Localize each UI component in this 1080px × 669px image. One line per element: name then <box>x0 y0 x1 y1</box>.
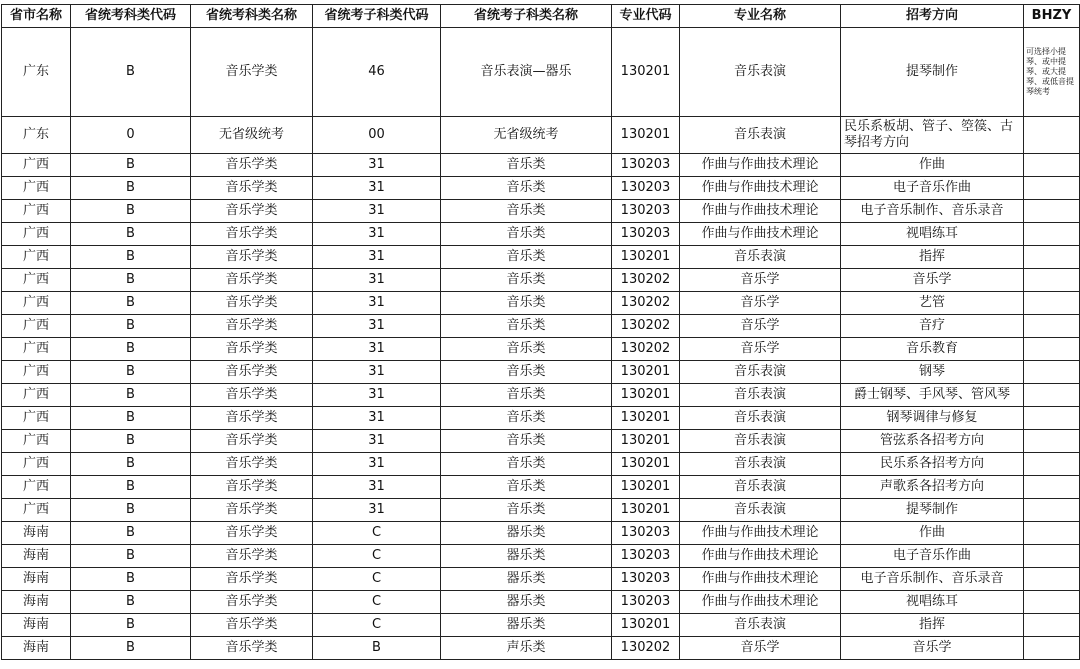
cell-bhzy <box>1024 177 1080 200</box>
cell-direction: 电子音乐作曲 <box>841 177 1024 200</box>
cell-sub-name: 音乐类 <box>441 223 612 246</box>
cell-sub-name: 音乐类 <box>441 499 612 522</box>
cell-subject-code: B <box>71 246 191 269</box>
cell-sub-code: B <box>313 637 441 660</box>
cell-major-code: 130203 <box>612 154 680 177</box>
cell-subject-name: 音乐学类 <box>191 269 313 292</box>
cell-direction: 作曲 <box>841 522 1024 545</box>
cell-sub-name: 音乐类 <box>441 292 612 315</box>
cell-province: 广西 <box>2 315 71 338</box>
cell-major-code: 130201 <box>612 614 680 637</box>
cell-major-name: 音乐表演 <box>680 384 841 407</box>
cell-sub-name: 音乐表演—器乐 <box>441 28 612 117</box>
cell-sub-name: 音乐类 <box>441 246 612 269</box>
cell-bhzy <box>1024 246 1080 269</box>
cell-subject-name: 音乐学类 <box>191 476 313 499</box>
cell-sub-code: 31 <box>313 499 441 522</box>
cell-direction: 民乐系各招考方向 <box>841 453 1024 476</box>
cell-subject-code: 0 <box>71 117 191 154</box>
cell-province: 广西 <box>2 384 71 407</box>
cell-province: 广西 <box>2 223 71 246</box>
header-major-code: 专业代码 <box>612 5 680 28</box>
cell-sub-code: 31 <box>313 453 441 476</box>
table-row <box>2 361 1080 384</box>
header-sub-name: 省统考子科类名称 <box>441 5 612 28</box>
cell-subject-code: B <box>71 545 191 568</box>
cell-subject-code: B <box>71 292 191 315</box>
cell-major-code: 130201 <box>612 430 680 453</box>
table-row <box>2 614 1080 637</box>
table-row <box>2 269 1080 292</box>
cell-sub-code: 31 <box>313 361 441 384</box>
cell-major-code: 130203 <box>612 591 680 614</box>
cell-province: 广西 <box>2 246 71 269</box>
cell-direction: 电子音乐制作、音乐录音 <box>841 200 1024 223</box>
cell-major-name: 作曲与作曲技术理论 <box>680 568 841 591</box>
cell-bhzy <box>1024 154 1080 177</box>
cell-direction: 指挥 <box>841 246 1024 269</box>
cell-direction: 电子音乐作曲 <box>841 545 1024 568</box>
cell-direction: 作曲 <box>841 154 1024 177</box>
header-sub-code: 省统考子科类代码 <box>313 5 441 28</box>
cell-bhzy <box>1024 499 1080 522</box>
cell-sub-name: 音乐类 <box>441 361 612 384</box>
cell-subject-code: B <box>71 177 191 200</box>
cell-province: 广西 <box>2 177 71 200</box>
cell-major-name: 音乐表演 <box>680 117 841 154</box>
cell-bhzy <box>1024 407 1080 430</box>
cell-subject-name: 音乐学类 <box>191 315 313 338</box>
table-row <box>2 292 1080 315</box>
table-row <box>2 338 1080 361</box>
table-row <box>2 154 1080 177</box>
cell-bhzy <box>1024 223 1080 246</box>
cell-sub-name: 器乐类 <box>441 568 612 591</box>
cell-province: 海南 <box>2 568 71 591</box>
cell-sub-code: C <box>313 614 441 637</box>
cell-province: 海南 <box>2 637 71 660</box>
cell-province: 广西 <box>2 499 71 522</box>
header-subject-code: 省统考科类代码 <box>71 5 191 28</box>
cell-sub-code: 00 <box>313 117 441 154</box>
cell-bhzy <box>1024 545 1080 568</box>
cell-major-name: 作曲与作曲技术理论 <box>680 154 841 177</box>
cell-subject-code: B <box>71 522 191 545</box>
cell-subject-code: B <box>71 637 191 660</box>
table-row <box>2 568 1080 591</box>
cell-bhzy <box>1024 591 1080 614</box>
cell-sub-name: 音乐类 <box>441 315 612 338</box>
cell-subject-name: 音乐学类 <box>191 177 313 200</box>
table-row <box>2 117 1080 154</box>
cell-sub-name: 音乐类 <box>441 384 612 407</box>
cell-subject-name: 音乐学类 <box>191 384 313 407</box>
cell-sub-name: 器乐类 <box>441 591 612 614</box>
cell-major-name: 音乐表演 <box>680 476 841 499</box>
cell-province: 海南 <box>2 614 71 637</box>
cell-subject-name: 音乐学类 <box>191 154 313 177</box>
cell-bhzy <box>1024 614 1080 637</box>
cell-subject-name: 无省级统考 <box>191 117 313 154</box>
cell-subject-name: 音乐学类 <box>191 430 313 453</box>
cell-direction: 音乐学 <box>841 637 1024 660</box>
table-row <box>2 522 1080 545</box>
table-row <box>2 246 1080 269</box>
cell-province: 广西 <box>2 430 71 453</box>
cell-subject-name: 音乐学类 <box>191 522 313 545</box>
cell-sub-code: 31 <box>313 269 441 292</box>
cell-subject-code: B <box>71 384 191 407</box>
table-row <box>2 430 1080 453</box>
header-province: 省市名称 <box>2 5 71 28</box>
cell-province: 广西 <box>2 453 71 476</box>
cell-subject-code: B <box>71 591 191 614</box>
cell-sub-code: 31 <box>313 315 441 338</box>
cell-subject-code: B <box>71 154 191 177</box>
cell-direction: 视唱练耳 <box>841 223 1024 246</box>
cell-province: 广西 <box>2 476 71 499</box>
cell-direction: 提琴制作 <box>841 28 1024 117</box>
cell-subject-name: 音乐学类 <box>191 637 313 660</box>
cell-sub-code: C <box>313 522 441 545</box>
cell-major-code: 130201 <box>612 246 680 269</box>
cell-province: 海南 <box>2 522 71 545</box>
cell-subject-name: 音乐学类 <box>191 292 313 315</box>
header-subject-name: 省统考科类名称 <box>191 5 313 28</box>
cell-province: 广西 <box>2 338 71 361</box>
cell-province: 海南 <box>2 591 71 614</box>
cell-subject-code: B <box>71 315 191 338</box>
cell-direction: 电子音乐制作、音乐录音 <box>841 568 1024 591</box>
cell-major-code: 130203 <box>612 545 680 568</box>
cell-major-code: 130201 <box>612 28 680 117</box>
header-bhzy: BHZY <box>1024 5 1080 28</box>
cell-sub-name: 无省级统考 <box>441 117 612 154</box>
cell-major-name: 音乐表演 <box>680 430 841 453</box>
cell-bhzy <box>1024 200 1080 223</box>
cell-major-name: 作曲与作曲技术理论 <box>680 200 841 223</box>
cell-subject-code: B <box>71 407 191 430</box>
table-row <box>2 200 1080 223</box>
cell-major-code: 130203 <box>612 522 680 545</box>
cell-subject-code: B <box>71 200 191 223</box>
cell-major-name: 音乐学 <box>680 637 841 660</box>
cell-major-code: 130202 <box>612 292 680 315</box>
cell-bhzy <box>1024 269 1080 292</box>
cell-major-name: 音乐学 <box>680 269 841 292</box>
table-row <box>2 453 1080 476</box>
cell-province: 海南 <box>2 545 71 568</box>
cell-subject-name: 音乐学类 <box>191 338 313 361</box>
cell-sub-code: 31 <box>313 200 441 223</box>
cell-province: 广西 <box>2 154 71 177</box>
cell-subject-name: 音乐学类 <box>191 591 313 614</box>
cell-sub-code: 31 <box>313 154 441 177</box>
cell-major-code: 130201 <box>612 499 680 522</box>
cell-province: 广西 <box>2 269 71 292</box>
cell-subject-code: B <box>71 476 191 499</box>
table-row <box>2 637 1080 660</box>
cell-direction: 音乐学 <box>841 269 1024 292</box>
header-direction: 招考方向 <box>841 5 1024 28</box>
cell-major-code: 130201 <box>612 361 680 384</box>
cell-direction: 提琴制作 <box>841 499 1024 522</box>
cell-sub-code: 31 <box>313 246 441 269</box>
cell-subject-code: B <box>71 338 191 361</box>
cell-bhzy <box>1024 361 1080 384</box>
cell-major-name: 作曲与作曲技术理论 <box>680 591 841 614</box>
cell-sub-name: 器乐类 <box>441 614 612 637</box>
cell-bhzy <box>1024 384 1080 407</box>
cell-major-name: 音乐表演 <box>680 407 841 430</box>
cell-subject-code: B <box>71 269 191 292</box>
cell-major-code: 130201 <box>612 453 680 476</box>
admissions-table <box>1 4 1080 660</box>
cell-major-code: 130202 <box>612 269 680 292</box>
cell-sub-code: C <box>313 545 441 568</box>
cell-sub-name: 音乐类 <box>441 476 612 499</box>
cell-sub-name: 音乐类 <box>441 177 612 200</box>
cell-sub-name: 音乐类 <box>441 200 612 223</box>
table-row <box>2 315 1080 338</box>
cell-bhzy <box>1024 637 1080 660</box>
cell-major-code: 130201 <box>612 407 680 430</box>
cell-major-code: 130203 <box>612 177 680 200</box>
cell-major-name: 作曲与作曲技术理论 <box>680 177 841 200</box>
cell-sub-name: 音乐类 <box>441 407 612 430</box>
cell-subject-name: 音乐学类 <box>191 499 313 522</box>
cell-major-name: 音乐表演 <box>680 246 841 269</box>
cell-direction: 声歌系各招考方向 <box>841 476 1024 499</box>
cell-direction: 民乐系板胡、管子、箜篌、古琴招考方向 <box>841 117 1024 154</box>
cell-subject-code: B <box>71 430 191 453</box>
cell-direction: 视唱练耳 <box>841 591 1024 614</box>
cell-major-code: 130202 <box>612 637 680 660</box>
table-body <box>2 28 1080 660</box>
cell-sub-code: 31 <box>313 223 441 246</box>
cell-bhzy <box>1024 522 1080 545</box>
cell-province: 广东 <box>2 117 71 154</box>
cell-major-name: 音乐表演 <box>680 361 841 384</box>
cell-major-name: 作曲与作曲技术理论 <box>680 545 841 568</box>
cell-subject-code: B <box>71 453 191 476</box>
cell-sub-code: 31 <box>313 407 441 430</box>
cell-sub-code: C <box>313 591 441 614</box>
header-major-name: 专业名称 <box>680 5 841 28</box>
cell-province: 广东 <box>2 28 71 117</box>
cell-sub-name: 声乐类 <box>441 637 612 660</box>
cell-major-name: 作曲与作曲技术理论 <box>680 223 841 246</box>
cell-sub-code: 46 <box>313 28 441 117</box>
cell-subject-name: 音乐学类 <box>191 568 313 591</box>
table-row <box>2 476 1080 499</box>
cell-sub-code: C <box>313 568 441 591</box>
table-row <box>2 384 1080 407</box>
cell-sub-code: 31 <box>313 476 441 499</box>
cell-major-name: 作曲与作曲技术理论 <box>680 522 841 545</box>
cell-direction: 管弦系各招考方向 <box>841 430 1024 453</box>
cell-direction: 指挥 <box>841 614 1024 637</box>
table-row <box>2 223 1080 246</box>
table-row <box>2 545 1080 568</box>
cell-bhzy <box>1024 292 1080 315</box>
table-row <box>2 177 1080 200</box>
header-row <box>2 5 1080 28</box>
cell-subject-name: 音乐学类 <box>191 453 313 476</box>
cell-subject-name: 音乐学类 <box>191 28 313 117</box>
cell-major-code: 130201 <box>612 476 680 499</box>
cell-major-code: 130203 <box>612 200 680 223</box>
cell-sub-code: 31 <box>313 430 441 453</box>
table-row <box>2 407 1080 430</box>
cell-major-name: 音乐表演 <box>680 614 841 637</box>
cell-sub-code: 31 <box>313 338 441 361</box>
cell-major-name: 音乐学 <box>680 315 841 338</box>
cell-direction: 艺管 <box>841 292 1024 315</box>
table-row <box>2 591 1080 614</box>
cell-bhzy <box>1024 430 1080 453</box>
cell-subject-code: B <box>71 568 191 591</box>
cell-major-code: 130201 <box>612 117 680 154</box>
cell-sub-name: 音乐类 <box>441 430 612 453</box>
cell-subject-code: B <box>71 614 191 637</box>
cell-direction: 钢琴调律与修复 <box>841 407 1024 430</box>
cell-province: 广西 <box>2 292 71 315</box>
cell-subject-name: 音乐学类 <box>191 545 313 568</box>
cell-major-name: 音乐表演 <box>680 453 841 476</box>
cell-major-code: 130202 <box>612 315 680 338</box>
table-row <box>2 28 1080 117</box>
cell-subject-code: B <box>71 361 191 384</box>
cell-sub-code: 31 <box>313 177 441 200</box>
table-row <box>2 499 1080 522</box>
cell-subject-name: 音乐学类 <box>191 614 313 637</box>
cell-direction: 爵士钢琴、手风琴、管风琴 <box>841 384 1024 407</box>
cell-bhzy <box>1024 476 1080 499</box>
cell-major-name: 音乐表演 <box>680 28 841 117</box>
cell-bhzy <box>1024 453 1080 476</box>
cell-bhzy <box>1024 315 1080 338</box>
cell-province: 广西 <box>2 361 71 384</box>
cell-subject-name: 音乐学类 <box>191 361 313 384</box>
cell-subject-code: B <box>71 223 191 246</box>
cell-sub-name: 音乐类 <box>441 269 612 292</box>
cell-major-code: 130203 <box>612 568 680 591</box>
cell-sub-name: 音乐类 <box>441 338 612 361</box>
cell-direction: 音乐教育 <box>841 338 1024 361</box>
cell-sub-name: 器乐类 <box>441 545 612 568</box>
cell-major-name: 音乐表演 <box>680 499 841 522</box>
cell-subject-name: 音乐学类 <box>191 200 313 223</box>
cell-sub-code: 31 <box>313 292 441 315</box>
cell-subject-name: 音乐学类 <box>191 223 313 246</box>
cell-province: 广西 <box>2 200 71 223</box>
cell-province: 广西 <box>2 407 71 430</box>
cell-subject-code: B <box>71 28 191 117</box>
cell-bhzy <box>1024 568 1080 591</box>
cell-bhzy <box>1024 117 1080 154</box>
cell-major-name: 音乐学 <box>680 338 841 361</box>
cell-sub-name: 音乐类 <box>441 154 612 177</box>
cell-major-code: 130201 <box>612 384 680 407</box>
cell-major-code: 130202 <box>612 338 680 361</box>
cell-subject-name: 音乐学类 <box>191 246 313 269</box>
cell-sub-name: 器乐类 <box>441 522 612 545</box>
table-header <box>2 5 1080 28</box>
cell-direction: 钢琴 <box>841 361 1024 384</box>
cell-major-name: 音乐学 <box>680 292 841 315</box>
cell-major-code: 130203 <box>612 223 680 246</box>
cell-sub-name: 音乐类 <box>441 453 612 476</box>
cell-bhzy <box>1024 338 1080 361</box>
cell-subject-name: 音乐学类 <box>191 407 313 430</box>
cell-sub-code: 31 <box>313 384 441 407</box>
cell-subject-code: B <box>71 499 191 522</box>
cell-bhzy: 可选择小提琴、或中提琴、或大提琴、或低音提琴统考 <box>1024 28 1080 117</box>
cell-direction: 音疗 <box>841 315 1024 338</box>
